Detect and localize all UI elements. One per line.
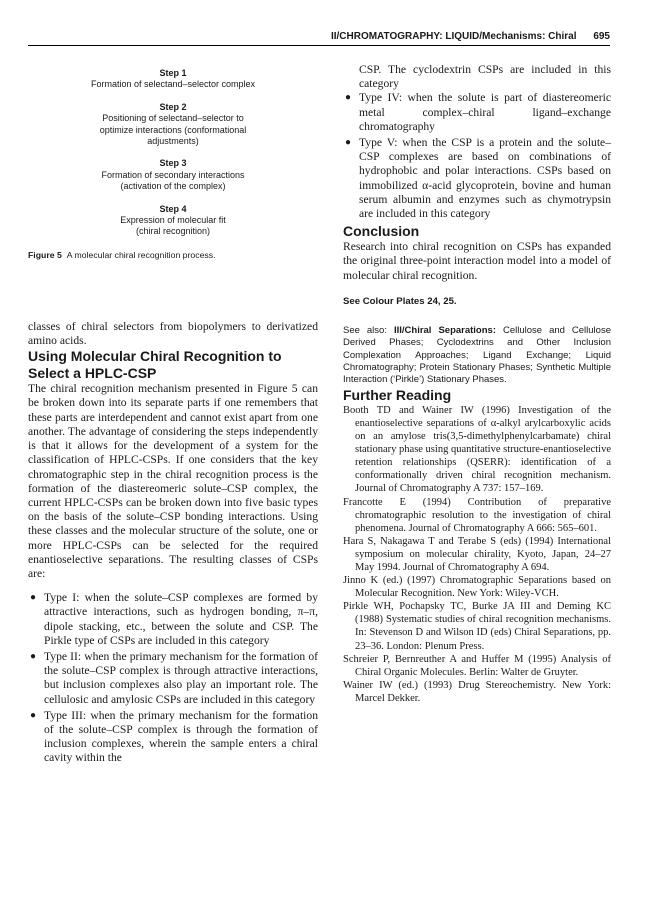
list-item-text: Type I: when the solute–CSP complexes are formed by attractive interactions, such as hydrogen bonding, π–π, dipole stacking, etc., between the solute and CSP. The Pirkle type of CSPs are included in this category [44,591,318,647]
reference-item: Hara S, Nakagawa T and Terabe S (eds) (1994) International symposium on molecular chirality, Kyoto, Japan, 24–27 May 1994. Journal of Chromatography A 694. [343,535,611,573]
bullet-icon: ● [30,650,37,662]
section-heading-further-reading: Further Reading [343,386,452,403]
running-header [0,31,610,42]
figure-step-3 [28,158,318,192]
list-item [343,91,611,134]
see-also-section: III/Chiral Separations: [393,324,496,336]
continuation-text: classes of chiral selectors from biopolymers to derivatized amino acids. [28,319,318,348]
figure-caption-text: A molecular chiral recognition process. [66,249,216,260]
figure-step-4 [28,204,318,238]
section-heading-using: Using Molecular Chiral Recognition to Select a HPLC-CSP [28,348,282,382]
bullet-icon: ● [30,709,37,721]
right-column [343,63,611,705]
see-also-label: See also: [343,324,387,336]
bullet-icon: ● [345,92,352,104]
reference-item: Booth TD and Wainer IW (1996) Investigation of the enantioselective separations of α-alkyl arylcarboxylic acids on an amylose tris(3,5-dimethylphenylcarbamate) chiral stationary phase using quantitative structure-enantioselective retention relationships (QSERR): identification of a conformationally driven chiral recognition mechanism. Journal of Chromatography A 737: 157–169. [343,404,611,495]
list-item-text: Type II: when the primary mechanism for the formation of the solute–CSP complex is through attractive interactions, but inclusion complexes also play an important role. The cellulosic and amylosic CSPs are included in this category [44,649,318,706]
see-also-text: Cellulose and Cellulose Derived Phases; Cyclodextrins and Other Inclusion Complexation Approaches; Ligand Exchange; Liquid Chromatography; Protein Stationary Phases; Synthetic Multiple Interaction (‘Pirkle’) Stationary Phases. [343,324,611,386]
list-item-text: Type IV: when the solute is part of diastereomeric metal complex–chiral ligand–exchange chromatography [359,91,611,133]
reference-item: Francotte E (1994) Contribution of preparative chromatographic resolution to the investigation of chiral phenomena. Journal of Chromatography A 666: 565–601. [343,496,611,534]
left-column [28,58,318,768]
list-item [343,136,611,221]
page-number: 695 [593,31,610,42]
colour-plates-note: See Colour Plates 24, 25. [343,295,457,307]
list-item-text: Type V: when the CSP is a protein and the solute–CSP complexes are based on combinations of hydrophobic and polar interactions. CSPs based on immobilized α-acid glycoprotein, bovine and human serum albumin and enzymes such as chymotrypsin are included in this category [359,136,611,221]
step-title: Step 3 [159,158,187,169]
list-item [28,650,318,707]
reference-item: Schreier P, Bernreuther A and Huffer M (1995) Analysis of Chiral Organic Molecules. Berlin: Walter de Gruyter. [343,653,611,678]
bullet-icon: ● [345,137,352,149]
figure-5 [28,68,318,238]
continuation-text: CSP. The cyclodextrin CSPs are included in this category [359,63,611,91]
step-title: Step 4 [159,203,187,214]
csp-type-list-continued [343,91,611,221]
list-item-text: Type III: when the primary mechanism for the formation of the solute–CSP complex is through the formation of inclusion complexes, wherein the sample enters a chiral cavity within the [44,708,318,765]
header-rule [28,45,610,46]
csp-type-list [28,591,318,765]
step-text: Formation of selectand–selector complex [90,79,256,90]
step-title: Step 1 [159,68,187,78]
reference-item: Jinno K (ed.) (1997) Chromatographic Separations based on Molecular Recognition. New York: Wiley-VCH. [343,575,611,600]
figure-step-1 [28,68,318,91]
list-item [28,591,318,648]
step-text: Formation of secondary interactions (activation of the complex) [101,169,245,192]
reference-item: Pirkle WH, Pochapsky TC, Burke JA III and Deming KC (1988) Systematic studies of chiral recognition mechanisms. In: Stevenson D and Wilson ID (eds) Chiral Separations, pp. 23–36. London: Plenum Press. [343,601,611,652]
see-also [343,325,611,387]
figure-step-2 [28,102,318,148]
reference-list [343,404,611,705]
step-text: Expression of molecular fit (chiral recognition) [120,215,226,237]
section-heading-conclusion: Conclusion [343,223,420,240]
running-title: II/CHROMATOGRAPHY: LIQUID/Mechanisms: Chiral [330,31,577,42]
figure-caption [28,250,318,260]
step-title: Step 2 [159,101,187,112]
figure-caption-label: Figure 5 [28,249,62,260]
reference-item: Wainer IW (ed.) (1993) Drug Stereochemistry. New York: Marcel Dekker. [343,679,611,704]
section-paragraph: The chiral recognition mechanism presented in Figure 5 can be broken down into its separate parts if one remembers that these parts are interdependent and cannot exist apart from one another. The advantage of considering the steps independently is that it allows for the development of a system for the classification of HPLC-CSPs. If one considers that the key chromatographic step in the chiral recognition process is the formation of the diastereomeric solute–CSP complex, the current HPLC-CSPs can be broken down into five basic types on the basis of the solute–CSP bonding interactions. Using these classes and the molecular structure of the solute, one or more HPLC-CSPs can be selected for the required enantioselective separations. The resulting classes of CSPs are: [28,382,318,580]
list-item [28,709,318,766]
step-text: Positioning of selectand–selector to optimize interactions (conformational adjustments) [99,113,247,147]
bullet-icon: ● [30,592,37,604]
conclusion-text: Research into chiral recognition on CSPs has expanded the original three-point interaction model into a model of molecular chiral recognition. [343,240,611,282]
